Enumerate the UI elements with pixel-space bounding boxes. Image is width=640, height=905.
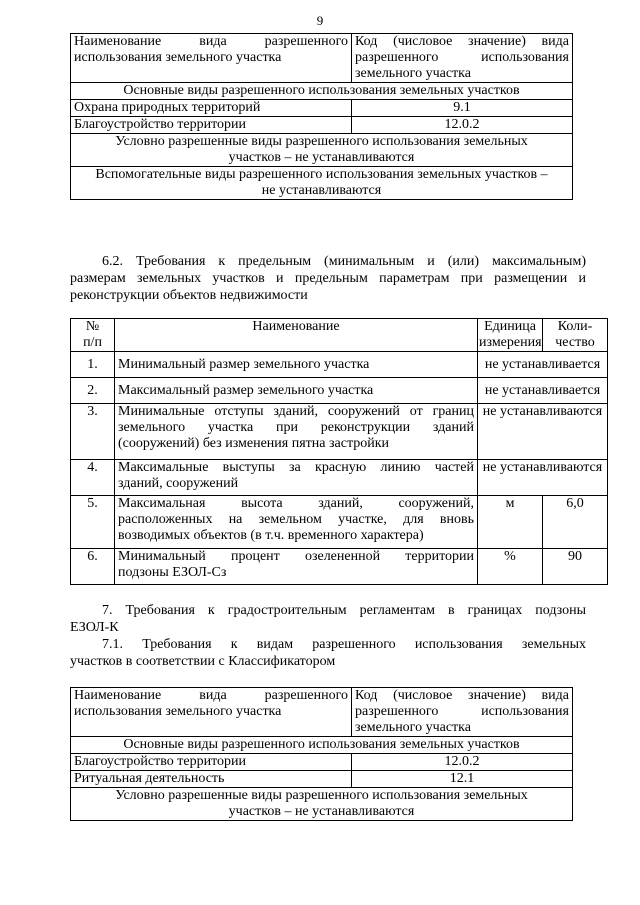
- header-code-cell: Код (числовое значение) вида разрешенного использования земельного участка: [352, 688, 573, 737]
- table-row: Ритуальная деятельность 12.1: [71, 771, 573, 788]
- section-main-row: Основные виды разрешенного использования земельных участков: [71, 83, 573, 100]
- header-qty-cell: Коли- чество: [543, 319, 608, 352]
- section-conditional-row: Условно разрешенные виды разрешенного использования земельных участков – не устанавливаются: [71, 788, 573, 821]
- table-header-row: [71, 688, 573, 737]
- header-name-cell: Наименование: [115, 319, 478, 352]
- header-name-cell: Наименование вида разрешенного использования земельного участка: [71, 34, 352, 83]
- table-header-row: [71, 34, 573, 83]
- paragraph-6-2: 6.2. Требования к предельным (минимальным и (или) максимальным) размерам земельных участков и предельным параметрам при размещении и реконструкции объектов недвижимости: [70, 254, 586, 303]
- land-use-table-1: [70, 33, 573, 200]
- table-row: Благоустройство территории 12.0.2: [71, 754, 573, 771]
- parameters-table: [70, 318, 608, 585]
- table-row: 2. Максимальный размер земельного участка не устанавливается: [71, 378, 608, 404]
- table-row: 1. Минимальный размер земельного участка не устанавливается: [71, 352, 608, 378]
- table-row: Охрана природных территорий 9.1: [71, 100, 573, 117]
- header-num-cell: № п/п: [71, 319, 115, 352]
- page-number: 9: [316, 13, 324, 28]
- section-conditional-row: Условно разрешенные виды разрешенного использования земельных участков – не устанавливаются: [71, 134, 573, 167]
- table-row: Благоустройство территории 12.0.2: [71, 117, 573, 134]
- table-row: 4. Максимальные выступы за красную линию частей зданий, сооружений не устанавливаются: [71, 460, 608, 496]
- table-row: 6. Минимальный процент озелененной территории подзоны ЕЗОЛ-Сз % 90: [71, 549, 608, 585]
- section-auxiliary-row: Вспомогательные виды разрешенного использования земельных участков – не устанавливаются: [71, 167, 573, 200]
- header-name-cell: Наименование вида разрешенного использования земельного участка: [71, 688, 352, 737]
- paragraph-7: 7. Требования к градостроительным регламентам в границах подзоны ЕЗОЛ-К 7.1. Требования к видам разрешенного использования земельных участков в соответствии с Классификатором: [70, 603, 586, 669]
- section-main-row: Основные виды разрешенного использования земельных участков: [71, 737, 573, 754]
- header-code-cell: Код (числовое значение) вида разрешенного использования земельного участка: [352, 34, 573, 83]
- table-row: 3. Минимальные отступы зданий, сооружений от границ земельного участка при реконструкции зданий (сооружений) без изменения пятна застройки не устанавливаются: [71, 404, 608, 460]
- land-use-table-2: [70, 687, 573, 821]
- table-header-row: [71, 319, 608, 352]
- table-row: 5. Максимальная высота зданий, сооружений, расположенных на земельном участке, для вновь возводимых объектов (в т.ч. временного характера) м 6,0: [71, 496, 608, 549]
- header-unit-cell: Единица измерения: [479, 319, 542, 350]
